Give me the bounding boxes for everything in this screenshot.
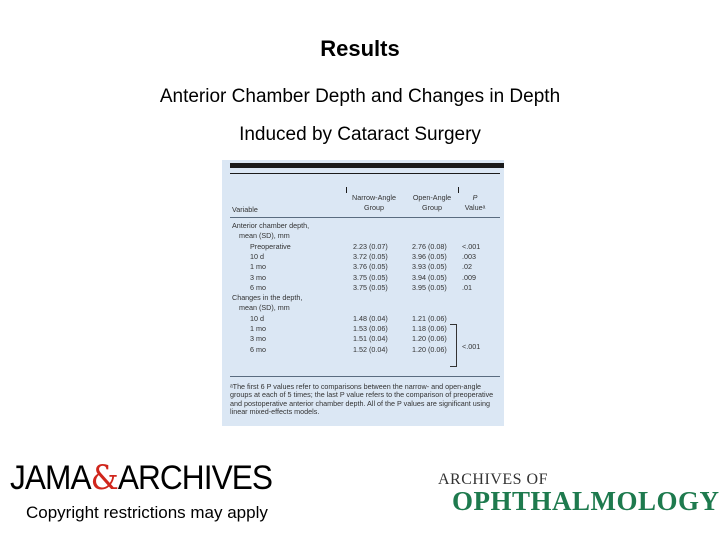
table-row <box>222 324 504 334</box>
row-open-value: 1.20 (0.06) <box>412 334 447 344</box>
row-open-value: 1.18 (0.06) <box>412 324 447 333</box>
row-label: 6 mo <box>250 282 266 292</box>
row-label: 10 d <box>250 313 264 323</box>
table-row <box>222 314 504 324</box>
changes-bracket <box>450 324 457 367</box>
row-label: Changes in the depth, <box>232 293 303 303</box>
results-table-image <box>222 160 504 426</box>
table-row <box>222 293 504 303</box>
header-narrow-line2: Group <box>364 203 384 212</box>
table-row <box>222 242 504 252</box>
header-tick <box>458 187 459 193</box>
row-narrow-value: 3.72 (0.05) <box>353 251 388 261</box>
table-row <box>222 303 504 313</box>
row-label: 1 mo <box>250 262 266 272</box>
table-top-rule <box>230 163 504 168</box>
table-footnote: ᵃThe first 6 P values refer to comparisons between the narrow- and open-angle groups at each of 5 times; the last P value refers to the comparison of preoperative and postoperative anterior chamber depth. All of the P values are significant using linear mixed-effects models. <box>230 382 494 416</box>
row-open-value: 1.21 (0.06) <box>412 313 447 323</box>
archives-ophthalmology-logo <box>438 472 720 514</box>
table-row <box>222 221 504 231</box>
row-p-value: <.001 <box>462 241 481 251</box>
row-open-value: 3.96 (0.05) <box>412 251 447 261</box>
row-p-value: .01 <box>462 282 472 292</box>
row-p-value: .02 <box>462 262 472 272</box>
row-narrow-value: 2.23 (0.07) <box>353 241 388 251</box>
slide-subtitle-line2: Induced by Cataract Surgery <box>239 124 481 145</box>
row-label: 10 d <box>250 251 264 261</box>
table-header-rule <box>230 217 500 218</box>
row-label: 1 mo <box>250 324 266 333</box>
row-open-value: 3.94 (0.05) <box>412 272 447 282</box>
row-label: 6 mo <box>250 344 266 354</box>
row-narrow-value: 3.75 (0.05) <box>353 272 388 282</box>
jama-archives-logo <box>10 458 272 498</box>
table-row <box>222 273 504 283</box>
jama-logo-ampersand: & <box>90 458 118 498</box>
header-narrow-line1: Narrow-Angle <box>352 193 396 202</box>
header-p-value <box>460 193 490 213</box>
header-open-angle <box>406 193 458 213</box>
row-narrow-value: 1.52 (0.04) <box>353 344 388 354</box>
row-narrow-value: 3.76 (0.05) <box>353 262 388 272</box>
row-label: mean (SD), mm <box>239 303 290 313</box>
header-open-line2: Group <box>422 203 442 212</box>
row-open-value: 1.20 (0.06) <box>412 344 447 354</box>
row-label: mean (SD), mm <box>239 231 290 241</box>
table-row <box>222 283 504 293</box>
header-open-line1: Open-Angle <box>412 193 452 202</box>
slide-title: Results <box>320 36 400 61</box>
row-narrow-value: 1.53 (0.06) <box>353 324 388 333</box>
row-label: Anterior chamber depth, <box>232 221 310 230</box>
slide-subtitle-line1: Anterior Chamber Depth and Changes in Depth <box>159 86 561 107</box>
table-bottom-rule <box>230 376 500 377</box>
table-top-thin-rule <box>230 173 500 174</box>
archives-logo-top: ARCHIVES OF <box>438 471 548 488</box>
row-open-value: 3.95 (0.05) <box>412 282 447 292</box>
header-narrow-angle <box>346 193 402 213</box>
header-p-line2: Valueᵃ <box>464 203 486 212</box>
table-row <box>222 231 504 241</box>
jama-logo-right: ARCHIVES <box>117 459 273 497</box>
row-narrow-value: 1.48 (0.04) <box>353 313 388 323</box>
row-p-value: .009 <box>462 272 476 282</box>
archives-logo-bottom: OPHTHALMOLOGY <box>452 486 720 516</box>
row-label: 3 mo <box>250 334 266 344</box>
row-narrow-value: 1.51 (0.04) <box>353 334 388 344</box>
row-open-value: 3.93 (0.05) <box>412 262 447 272</box>
row-label: 3 mo <box>250 272 266 282</box>
header-p-line1: P <box>472 193 478 202</box>
table-row <box>222 252 504 262</box>
row-label: Preoperative <box>250 241 291 251</box>
changes-p-value: <.001 <box>462 342 481 351</box>
row-narrow-value: 3.75 (0.05) <box>353 282 388 292</box>
row-p-value: .003 <box>462 251 476 261</box>
header-variable: Variable <box>232 205 258 214</box>
copyright-notice: Copyright restrictions may apply <box>26 503 268 522</box>
row-open-value: 2.76 (0.08) <box>412 241 447 251</box>
table-row <box>222 262 504 272</box>
jama-logo-left: JAMA <box>10 459 91 497</box>
